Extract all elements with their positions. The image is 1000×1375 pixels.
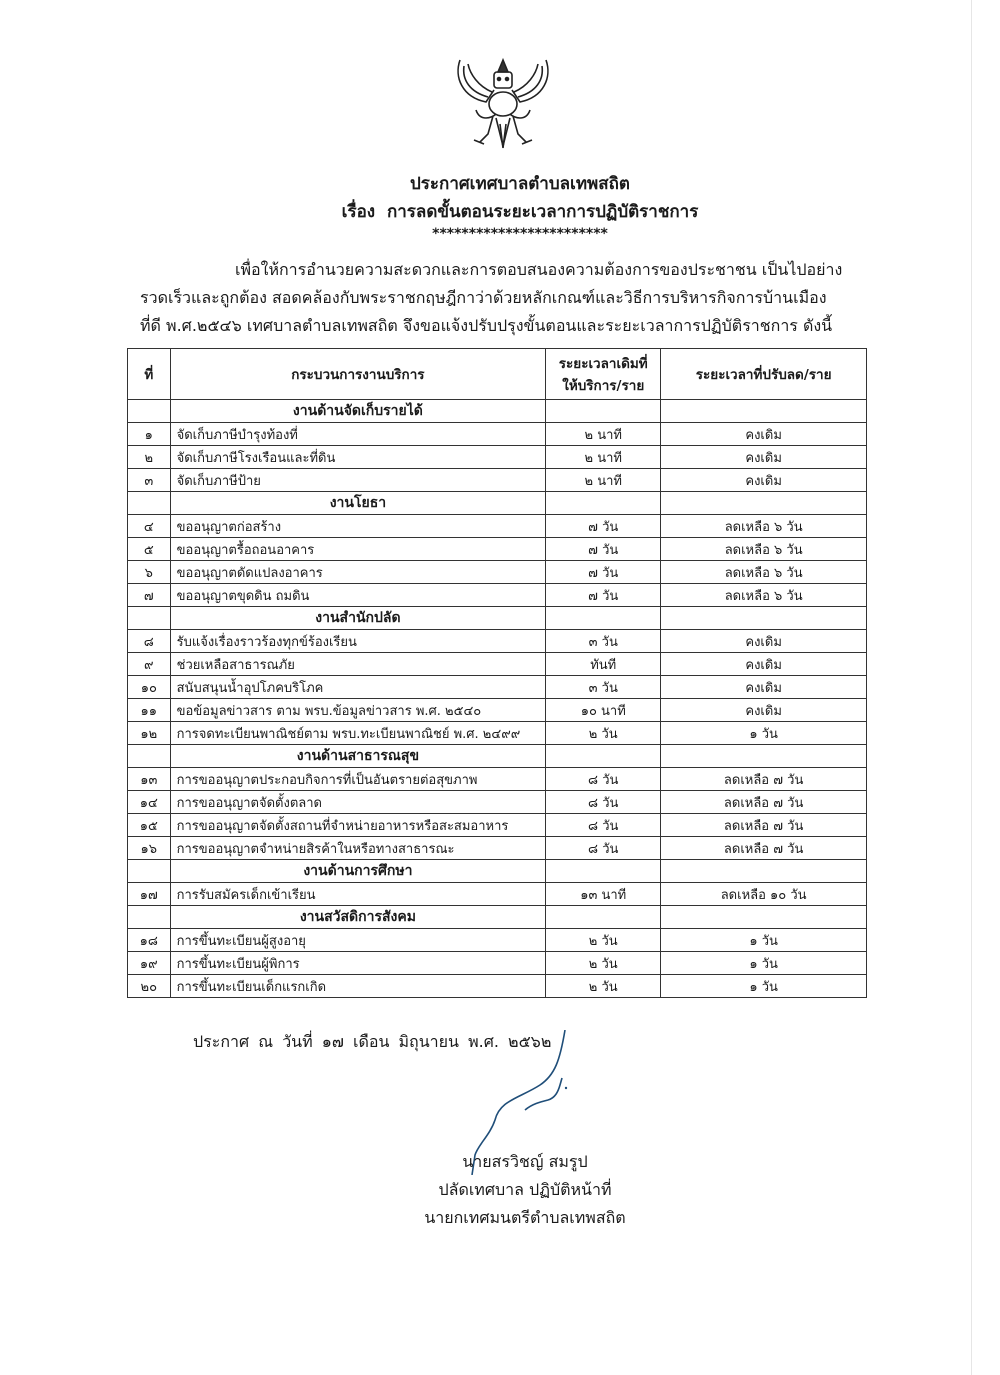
section-row bbox=[128, 745, 867, 768]
announcement-date: ประกาศ ณ วันที่ ๑๗ เดือน มิถุนายน พ.ศ. ๒๕๖๒ bbox=[193, 1032, 552, 1051]
subject-text: การลดขั้นตอนระยะเวลาการปฏิบัติราชการ bbox=[386, 202, 699, 222]
row-reduced-time: ลดเหลือ ๖ วัน bbox=[661, 515, 867, 538]
row-original-time: ๒ นาที bbox=[546, 446, 661, 469]
section-original-cell bbox=[546, 860, 661, 883]
row-service: การขออนุญาตจำหน่ายสิรค้าในหรือทางสาธารณะ bbox=[170, 837, 546, 860]
row-no: ๑๖ bbox=[128, 837, 171, 860]
row-reduced-time: คงเดิม bbox=[661, 653, 867, 676]
row-service: การขึ้นทะเบียนผู้พิการ bbox=[170, 952, 546, 975]
row-reduced-time: ลดเหลือ ๑๐ วัน bbox=[661, 883, 867, 906]
paragraph-line-3: ที่ดี พ.ศ.๒๕๔๖ เทศบาลตำบลเทพสถิต จึงขอแจ้งปรับปรุงขั้นตอนและระยะเวลาการปฏิบัติราชการ ดังนี้ bbox=[140, 316, 833, 335]
table-row bbox=[128, 469, 867, 492]
intro-paragraph bbox=[140, 256, 910, 340]
row-service: สนับสนุนน้ำอุปโภคบริโภค bbox=[170, 676, 546, 699]
document-subject bbox=[20, 198, 1000, 225]
row-service: จัดเก็บภาษีป้าย bbox=[170, 469, 546, 492]
row-original-time: ๗ วัน bbox=[546, 584, 661, 607]
row-service: การขึ้นทะเบียนผู้สูงอายุ bbox=[170, 929, 546, 952]
row-no: ๔ bbox=[128, 515, 171, 538]
signer-block bbox=[380, 1148, 670, 1232]
section-no-cell bbox=[128, 906, 171, 929]
section-name: งานโยธา bbox=[170, 492, 546, 515]
row-original-time: ๒ วัน bbox=[546, 722, 661, 745]
row-reduced-time: คงเดิม bbox=[661, 676, 867, 699]
table-row bbox=[128, 814, 867, 837]
paragraph-line-2: รวดเร็วและถูกต้อง สอดคล้องกับพระราชกฤษฎีกาว่าด้วยหลักเกณฑ์และวิธีการบริหารกิจการบ้านเมือง bbox=[140, 288, 827, 307]
section-original-cell bbox=[546, 745, 661, 768]
row-reduced-time: ลดเหลือ ๗ วัน bbox=[661, 837, 867, 860]
table-row bbox=[128, 699, 867, 722]
row-original-time: ๘ วัน bbox=[546, 814, 661, 837]
row-original-time: ๓ วัน bbox=[546, 630, 661, 653]
table-row bbox=[128, 952, 867, 975]
row-service: การขออนุญาตจัดตั้งตลาด bbox=[170, 791, 546, 814]
row-no: ๑๙ bbox=[128, 952, 171, 975]
table-row bbox=[128, 653, 867, 676]
section-name: งานด้านสาธารณสุข bbox=[170, 745, 546, 768]
row-original-time: ๘ วัน bbox=[546, 837, 661, 860]
row-reduced-time: ลดเหลือ ๖ วัน bbox=[661, 584, 867, 607]
section-row bbox=[128, 906, 867, 929]
row-service: การขึ้นทะเบียนเด็กแรกเกิด bbox=[170, 975, 546, 998]
section-reduced-cell bbox=[661, 607, 867, 630]
row-reduced-time: คงเดิม bbox=[661, 423, 867, 446]
row-original-time: ๘ วัน bbox=[546, 791, 661, 814]
header-original-time-line1: ระยะเวลาเดิมที่ bbox=[558, 356, 648, 372]
row-original-time: ๒ วัน bbox=[546, 952, 661, 975]
row-original-time: ๗ วัน bbox=[546, 561, 661, 584]
section-reduced-cell bbox=[661, 906, 867, 929]
table-row bbox=[128, 837, 867, 860]
row-reduced-time: ลดเหลือ ๖ วัน bbox=[661, 538, 867, 561]
row-no: ๑๓ bbox=[128, 768, 171, 791]
section-no-cell bbox=[128, 492, 171, 515]
header-reduced-time: ระยะเวลาที่ปรับลด/ราย bbox=[661, 349, 867, 400]
table-row bbox=[128, 630, 867, 653]
section-no-cell bbox=[128, 400, 171, 423]
header-service: กระบวนการงานบริการ bbox=[170, 349, 546, 400]
section-reduced-cell bbox=[661, 745, 867, 768]
row-no: ๕ bbox=[128, 538, 171, 561]
table-body bbox=[128, 400, 867, 998]
row-service: การขออนุญาตจัดตั้งสถานที่จำหน่ายอาหารหรือสะสมอาหาร bbox=[170, 814, 546, 837]
section-original-cell bbox=[546, 492, 661, 515]
row-no: ๒ bbox=[128, 446, 171, 469]
table-row bbox=[128, 791, 867, 814]
row-service: จัดเก็บภาษีโรงเรือนและที่ดิน bbox=[170, 446, 546, 469]
title-separator: ************************ bbox=[432, 226, 608, 242]
row-reduced-time: ลดเหลือ ๗ วัน bbox=[661, 768, 867, 791]
section-reduced-cell bbox=[661, 860, 867, 883]
row-no: ๑๕ bbox=[128, 814, 171, 837]
row-no: ๑ bbox=[128, 423, 171, 446]
table-row bbox=[128, 768, 867, 791]
row-service: การขออนุญาตประกอบกิจการที่เป็นอันตรายต่อสุขภาพ bbox=[170, 768, 546, 791]
row-no: ๑๗ bbox=[128, 883, 171, 906]
row-service: ช่วยเหลือสาธารณภัย bbox=[170, 653, 546, 676]
row-no: ๓ bbox=[128, 469, 171, 492]
header-original-time-line2: ให้บริการ/ราย bbox=[562, 378, 645, 394]
row-reduced-time: คงเดิม bbox=[661, 630, 867, 653]
row-no: ๑๘ bbox=[128, 929, 171, 952]
section-no-cell bbox=[128, 607, 171, 630]
row-no: ๑๑ bbox=[128, 699, 171, 722]
row-original-time: ๘ วัน bbox=[546, 768, 661, 791]
row-reduced-time: ๑ วัน bbox=[661, 975, 867, 998]
row-service: ขออนุญาตก่อสร้าง bbox=[170, 515, 546, 538]
section-row bbox=[128, 492, 867, 515]
row-original-time: ๓ วัน bbox=[546, 676, 661, 699]
row-service: การรับสมัครเด็กเข้าเรียน bbox=[170, 883, 546, 906]
section-row bbox=[128, 607, 867, 630]
row-service: การจดทะเบียนพาณิชย์ตาม พรบ.ทะเบียนพาณิชย์ พ.ศ. ๒๔๙๙ bbox=[170, 722, 546, 745]
row-service: ขออนุญาตดัดแปลงอาคาร bbox=[170, 561, 546, 584]
row-service: ขออนุญาตรื้อถอนอาคาร bbox=[170, 538, 546, 561]
section-reduced-cell bbox=[661, 400, 867, 423]
section-name: งานสวัสดิการสังคม bbox=[170, 906, 546, 929]
row-reduced-time: ลดเหลือ ๗ วัน bbox=[661, 791, 867, 814]
table-row bbox=[128, 538, 867, 561]
row-service: จัดเก็บภาษีบำรุงท้องที่ bbox=[170, 423, 546, 446]
row-original-time: ๗ วัน bbox=[546, 515, 661, 538]
row-no: ๑๐ bbox=[128, 676, 171, 699]
row-original-time: ๑๐ นาที bbox=[546, 699, 661, 722]
row-original-time: ๑๓ นาที bbox=[546, 883, 661, 906]
table-row bbox=[128, 722, 867, 745]
subject-label: เรื่อง bbox=[341, 202, 376, 222]
row-reduced-time: ลดเหลือ ๗ วัน bbox=[661, 814, 867, 837]
row-no: ๘ bbox=[128, 630, 171, 653]
section-no-cell bbox=[128, 745, 171, 768]
signer-name: นายสรวิชญ์ สมรูป bbox=[462, 1152, 588, 1171]
signer-position-1: ปลัดเทศบาล ปฏิบัติหน้าที่ bbox=[438, 1180, 612, 1199]
table-row bbox=[128, 975, 867, 998]
table-row bbox=[128, 515, 867, 538]
row-no: ๖ bbox=[128, 561, 171, 584]
table-row bbox=[128, 929, 867, 952]
table-row bbox=[128, 446, 867, 469]
section-name: งานสำนักปลัด bbox=[170, 607, 546, 630]
row-reduced-time: ๑ วัน bbox=[661, 952, 867, 975]
section-row bbox=[128, 400, 867, 423]
row-reduced-time: ลดเหลือ ๖ วัน bbox=[661, 561, 867, 584]
document-title: ประกาศเทศบาลตำบลเทพสถิต bbox=[410, 174, 630, 194]
row-original-time: ๒ นาที bbox=[546, 469, 661, 492]
row-service: ขออนุญาตขุดดิน ถมดิน bbox=[170, 584, 546, 607]
service-time-table bbox=[127, 348, 867, 998]
row-reduced-time: ๑ วัน bbox=[661, 722, 867, 745]
row-reduced-time: ๑ วัน bbox=[661, 929, 867, 952]
row-no: ๑๔ bbox=[128, 791, 171, 814]
section-row bbox=[128, 860, 867, 883]
section-no-cell bbox=[128, 860, 171, 883]
row-no: ๑๒ bbox=[128, 722, 171, 745]
section-reduced-cell bbox=[661, 492, 867, 515]
row-no: ๙ bbox=[128, 653, 171, 676]
row-reduced-time: คงเดิม bbox=[661, 699, 867, 722]
row-no: ๒๐ bbox=[128, 975, 171, 998]
section-original-cell bbox=[546, 607, 661, 630]
table-row bbox=[128, 584, 867, 607]
header-original-time bbox=[546, 349, 661, 400]
table-header-row bbox=[128, 349, 867, 400]
row-original-time: ทันที bbox=[546, 653, 661, 676]
table-row bbox=[128, 423, 867, 446]
signer-position-2: นายกเทศมนตรีตำบลเทพสถิต bbox=[424, 1208, 626, 1227]
row-no: ๗ bbox=[128, 584, 171, 607]
garuda-emblem-icon bbox=[448, 52, 558, 152]
section-original-cell bbox=[546, 400, 661, 423]
row-original-time: ๒ วัน bbox=[546, 929, 661, 952]
table-row bbox=[128, 883, 867, 906]
section-original-cell bbox=[546, 906, 661, 929]
row-original-time: ๒ นาที bbox=[546, 423, 661, 446]
row-reduced-time: คงเดิม bbox=[661, 469, 867, 492]
header-no: ที่ bbox=[128, 349, 171, 400]
row-reduced-time: คงเดิม bbox=[661, 446, 867, 469]
table-row bbox=[128, 561, 867, 584]
section-name: งานด้านจัดเก็บรายได้ bbox=[170, 400, 546, 423]
table-row bbox=[128, 676, 867, 699]
row-original-time: ๒ วัน bbox=[546, 975, 661, 998]
row-service: ขอข้อมูลข่าวสาร ตาม พรบ.ข้อมูลข่าวสาร พ.ศ. ๒๕๔๐ bbox=[170, 699, 546, 722]
section-name: งานด้านการศึกษา bbox=[170, 860, 546, 883]
row-original-time: ๗ วัน bbox=[546, 538, 661, 561]
row-service: รับแจ้งเรื่องราวร้องทุกข์ร้องเรียน bbox=[170, 630, 546, 653]
paragraph-line-1: เพื่อให้การอำนวยความสะดวกและการตอบสนองความต้องการของประชาชน เป็นไปอย่าง bbox=[235, 260, 843, 279]
